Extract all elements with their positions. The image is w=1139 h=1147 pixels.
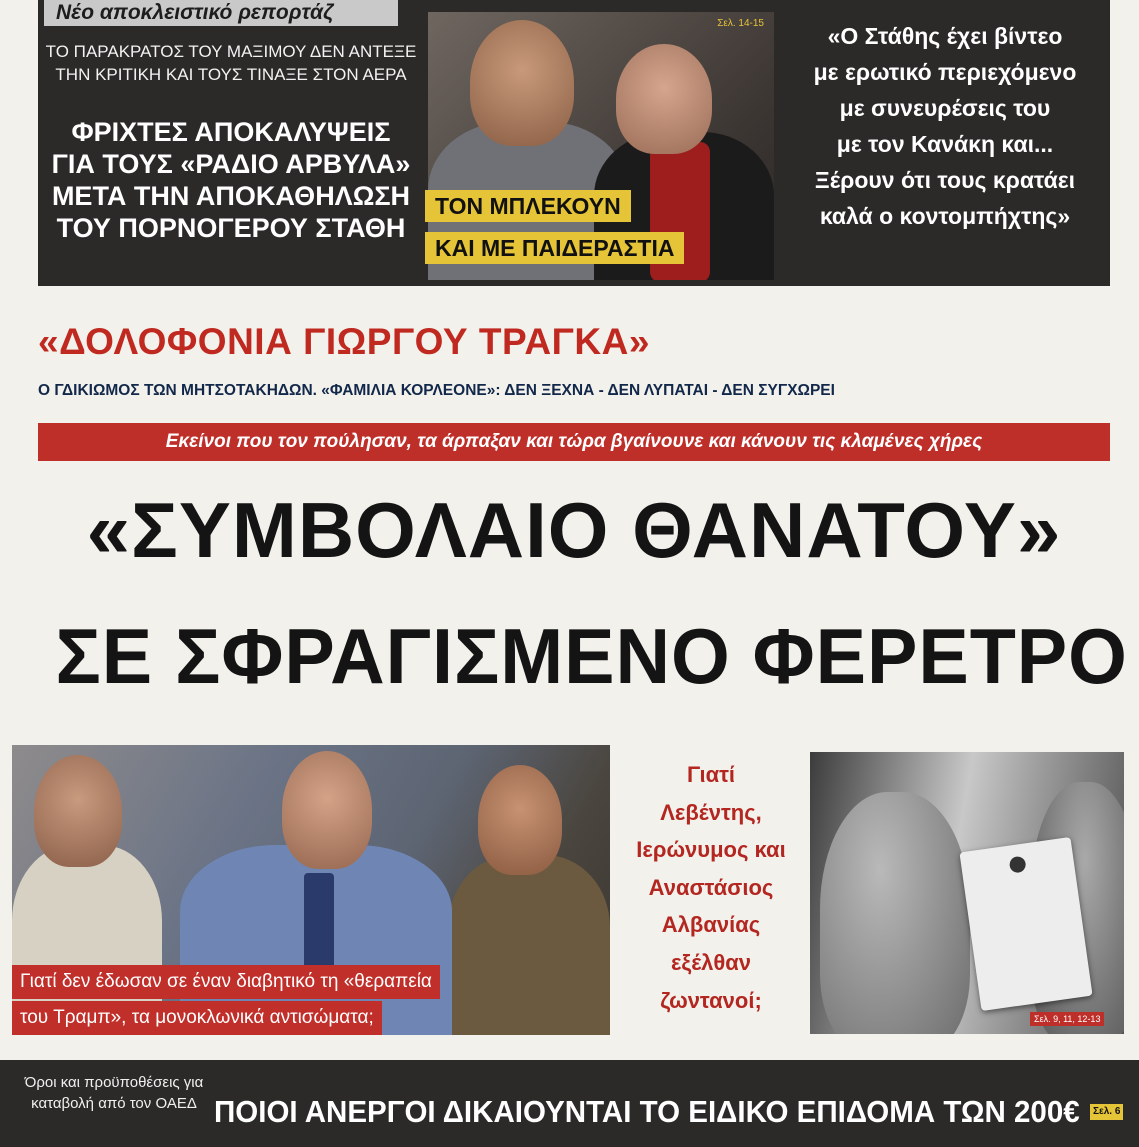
top-story-quote [786, 18, 1104, 234]
photo-caption: ΚΑΙ ΜΕ ΠΑΙΔΕΡΑΣΤΙΑ [425, 232, 684, 264]
photo-person-head [478, 765, 562, 875]
why-line: Γιατί [686, 762, 736, 787]
quote-line: Ξέρουν ότι τους κρατάει [814, 167, 1076, 193]
photo-person-head [34, 755, 122, 867]
why-line: Αναστάσιος [648, 874, 774, 900]
top-headline-line: ΓΙΑ ΤΟΥΣ «ΡΑΔΙΟ ΑΡΒΥΛΑ» [51, 149, 411, 179]
bottom-group-photo [12, 745, 610, 1035]
footer-headline: ΠΟΙΟΙ ΑΝΕΡΓΟΙ ΔΙΚΑΙΟΥΝΤΑΙ ΤΟ ΕΙΔΙΚΟ ΕΠΙΔΟΜΑ ΤΩΝ 200€ [214, 1095, 1080, 1129]
photo-person-head [282, 751, 372, 869]
top-story-subheading [44, 40, 418, 86]
top-headline-line: ΤΟΥ ΠΟΡΝΟΓΕΡΟΥ ΣΤΑΘΗ [56, 213, 406, 243]
feet-page-ref: Σελ. 9, 11, 12-13 [1030, 1012, 1104, 1026]
photo-caption: Γιατί δεν έδωσαν σε έναν διαβητικό τη «θεραπεία [12, 965, 440, 999]
footer-intro-line: καταβολή από τον ΟΑΕΔ [31, 1095, 197, 1112]
main-headline-line-1: «ΣΥΜΒΟΛΑΙΟ ΘΑΝΑΤΟΥ» [86, 486, 1062, 574]
why-line: ζωντανοί; [660, 987, 762, 1013]
quote-line: με τον Κανάκη και... [836, 131, 1054, 157]
top-sub-line: ΤΗΝ ΚΡΙΤΙΚΗ ΚΑΙ ΤΟΥΣ ΤΙΝΑΞΕ ΣΤΟΝ ΑΕΡΑ [55, 65, 407, 84]
photo-person-body [448, 855, 610, 1035]
exclusive-report-tag: Νέο αποκλειστικό ρεπορτάζ [44, 0, 398, 26]
toe-tag [959, 837, 1092, 1011]
quote-line: με συνευρέσεις του [839, 95, 1051, 121]
why-line: Ιερώνυμος και [636, 837, 786, 863]
footer-intro [14, 1072, 214, 1114]
murder-subheading: Ο ΓΔΙΚΙΩΜΟΣ ΤΩΝ ΜΗΤΣΟΤΑΚΗΔΩΝ. «ΦΑΜΙΛΙΑ ΚΟΡΛΕΟΝΕ»: ΔΕΝ ΞΕΧΝΑ - ΔΕΝ ΛΥΠΑΤΑΙ - ΔΕΝ ΣΥΓΧΩΡΕΙ [38, 382, 835, 399]
why-question-column [620, 756, 802, 1019]
footer-intro-line: Όροι και προϋποθέσεις για [24, 1074, 204, 1091]
why-line: Λεβέντης, [660, 799, 762, 825]
why-line: εξέλθαν [670, 949, 752, 975]
why-line: Αλβανίας [661, 912, 761, 938]
photo-person-head [616, 44, 712, 154]
quote-line: καλά ο κοντομπήχτης» [819, 203, 1071, 229]
footer-page-ref: Σελ. 6 [1090, 1104, 1123, 1120]
toe-tag-hole [1009, 856, 1027, 874]
red-banner: Εκείνοι που τον πούλησαν, τα άρπαξαν και τώρα βγαίνουνε και κάνουν τις κλαμένες χήρες [38, 423, 1110, 461]
photo-page-ref: Σελ. 14-15 [717, 18, 764, 29]
toe-tag-photo [810, 752, 1124, 1034]
top-headline-line: ΜΕΤΑ ΤΗΝ ΑΠΟΚΑΘΗΛΩΣΗ [51, 181, 411, 211]
photo-foot [820, 792, 970, 1034]
quote-line: «Ο Στάθης έχει βίντεο [827, 23, 1063, 49]
top-headline-line: ΦΡΙΧΤΕΣ ΑΠΟΚΑΛΥΨΕΙΣ [71, 117, 391, 147]
photo-caption: ΤΟΝ ΜΠΛΕΚΟΥΝ [425, 190, 631, 222]
photo-person-head [470, 20, 574, 146]
main-headline-line-2: ΣΕ ΣΦΡΑΓΙΣΜΕΝΟ ΦΕΡΕΤΡΟ [55, 612, 1128, 700]
murder-headline: «ΔΟΛΟΦΟΝΙΑ ΓΙΩΡΓΟΥ ΤΡΑΓΚΑ» [38, 321, 650, 362]
quote-line: με ερωτικό περιεχόμενο [813, 59, 1077, 85]
photo-caption: του Τραμπ», τα μονοκλωνικά αντισώματα; [12, 1001, 382, 1035]
top-sub-line: ΤΟ ΠΑΡΑΚΡΑΤΟΣ ΤΟΥ ΜΑΞΙΜΟΥ ΔΕΝ ΑΝΤΕΞΕ [45, 42, 417, 61]
top-story-headline [44, 116, 418, 244]
